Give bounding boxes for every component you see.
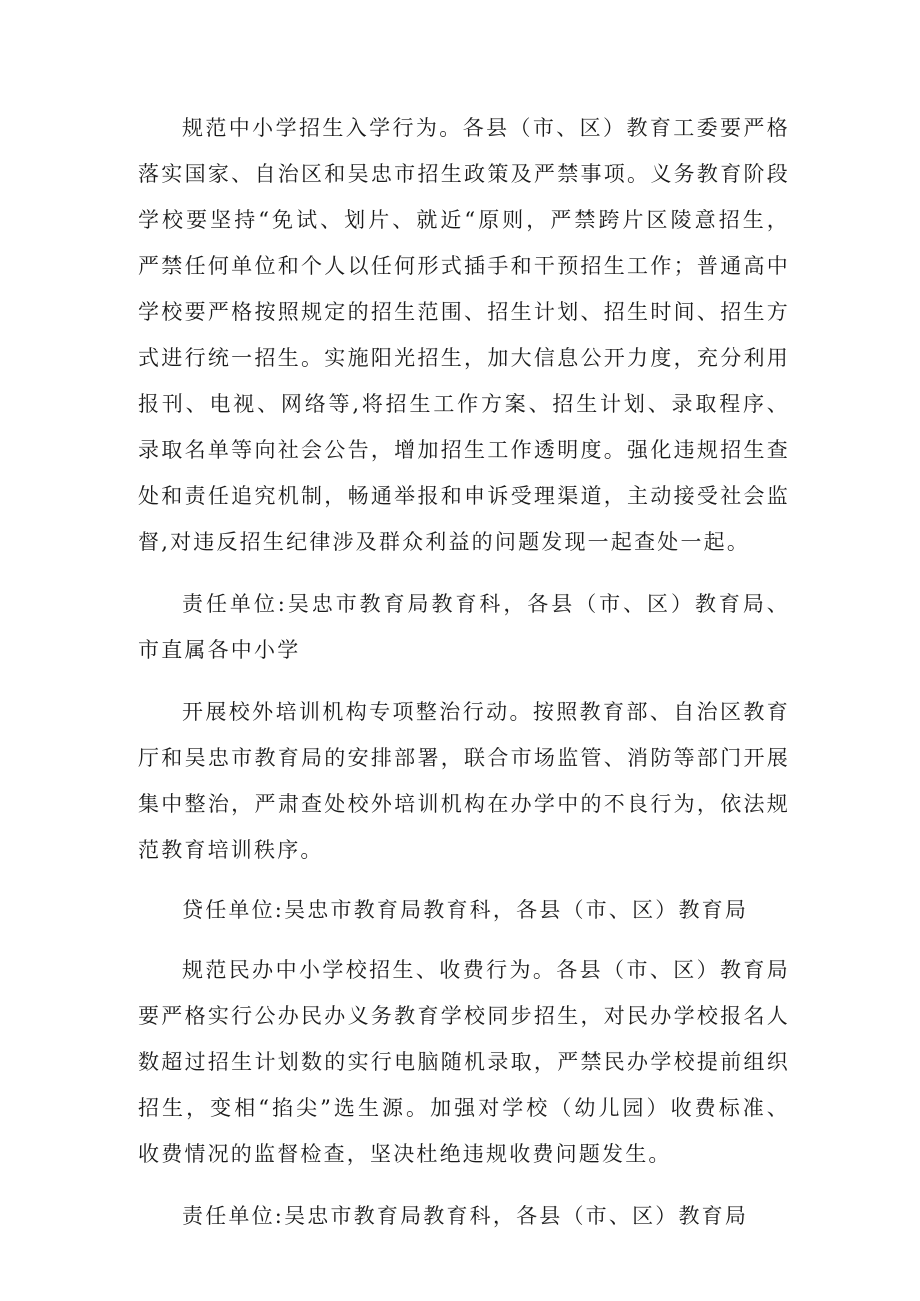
- paragraph-private-school-fees: 规范民办中小学校招生、收费行为。各县（市、区）教育局要严格实行公办民办义务教育学校同步招生，对民办学校报名人数超过招生计划数的实行电脑随机录取，严禁民办学校提前组织招生，变相“掐尖”选生源。加强对学校（幼儿园）收费标准、收费情况的监督检查，坚决杜绝违规收费问题发生。: [138, 958, 790, 1166]
- document-page: [138, 105, 790, 1239]
- paragraph-responsible-unit-2: 贷任单位:吴忠市教育局教育科，各县（市、区）教育局: [182, 898, 749, 922]
- paragraph-admission-regulation: 规范中小学招生入学行为。各县（市、区）教育工委要严格落实国家、自治区和吴忠市招生政策及严禁事项。义务教育阶段学校要坚持“免试、划片、就近“原则，严禁跨片区陵意招生，严禁任何单位和个人以任何形式插手和干预招生工作；普通高中学校要严格按照规定的招生范围、招生计划、招生时间、招生方式进行统一招生。实施阳光招生，加大信息公开力度，充分利用报刊、电视、网络等,将招生工作方案、招生计划、录取程序、录取名单等向社会公告，增加招生工作透明度。强化违规招生查处和责任追究机制，畅通举报和申诉受理渠道，主动接受社会监督,对违反招生纪律涉及群众利益的问题发现一起查处一起。: [138, 116, 790, 554]
- paragraph-offcampus-training: 开展校外培训机构专项整治行动。按照教育部、自治区教育厅和吴忠市教育局的安排部署，联合市场监管、消防等部门开展集中整治，严肃查处校外培训机构在办学中的不良行为，依法规范教育培训秩序。: [138, 700, 790, 862]
- paragraph-responsible-unit-1: 责任单位:吴忠市教育局教育科，各县（市、区）教育局、市直属各中小学: [138, 592, 790, 662]
- paragraph-responsible-unit-3: 责任单位:吴忠市教育局教育科，各县（市、区）教育局: [182, 1204, 749, 1228]
